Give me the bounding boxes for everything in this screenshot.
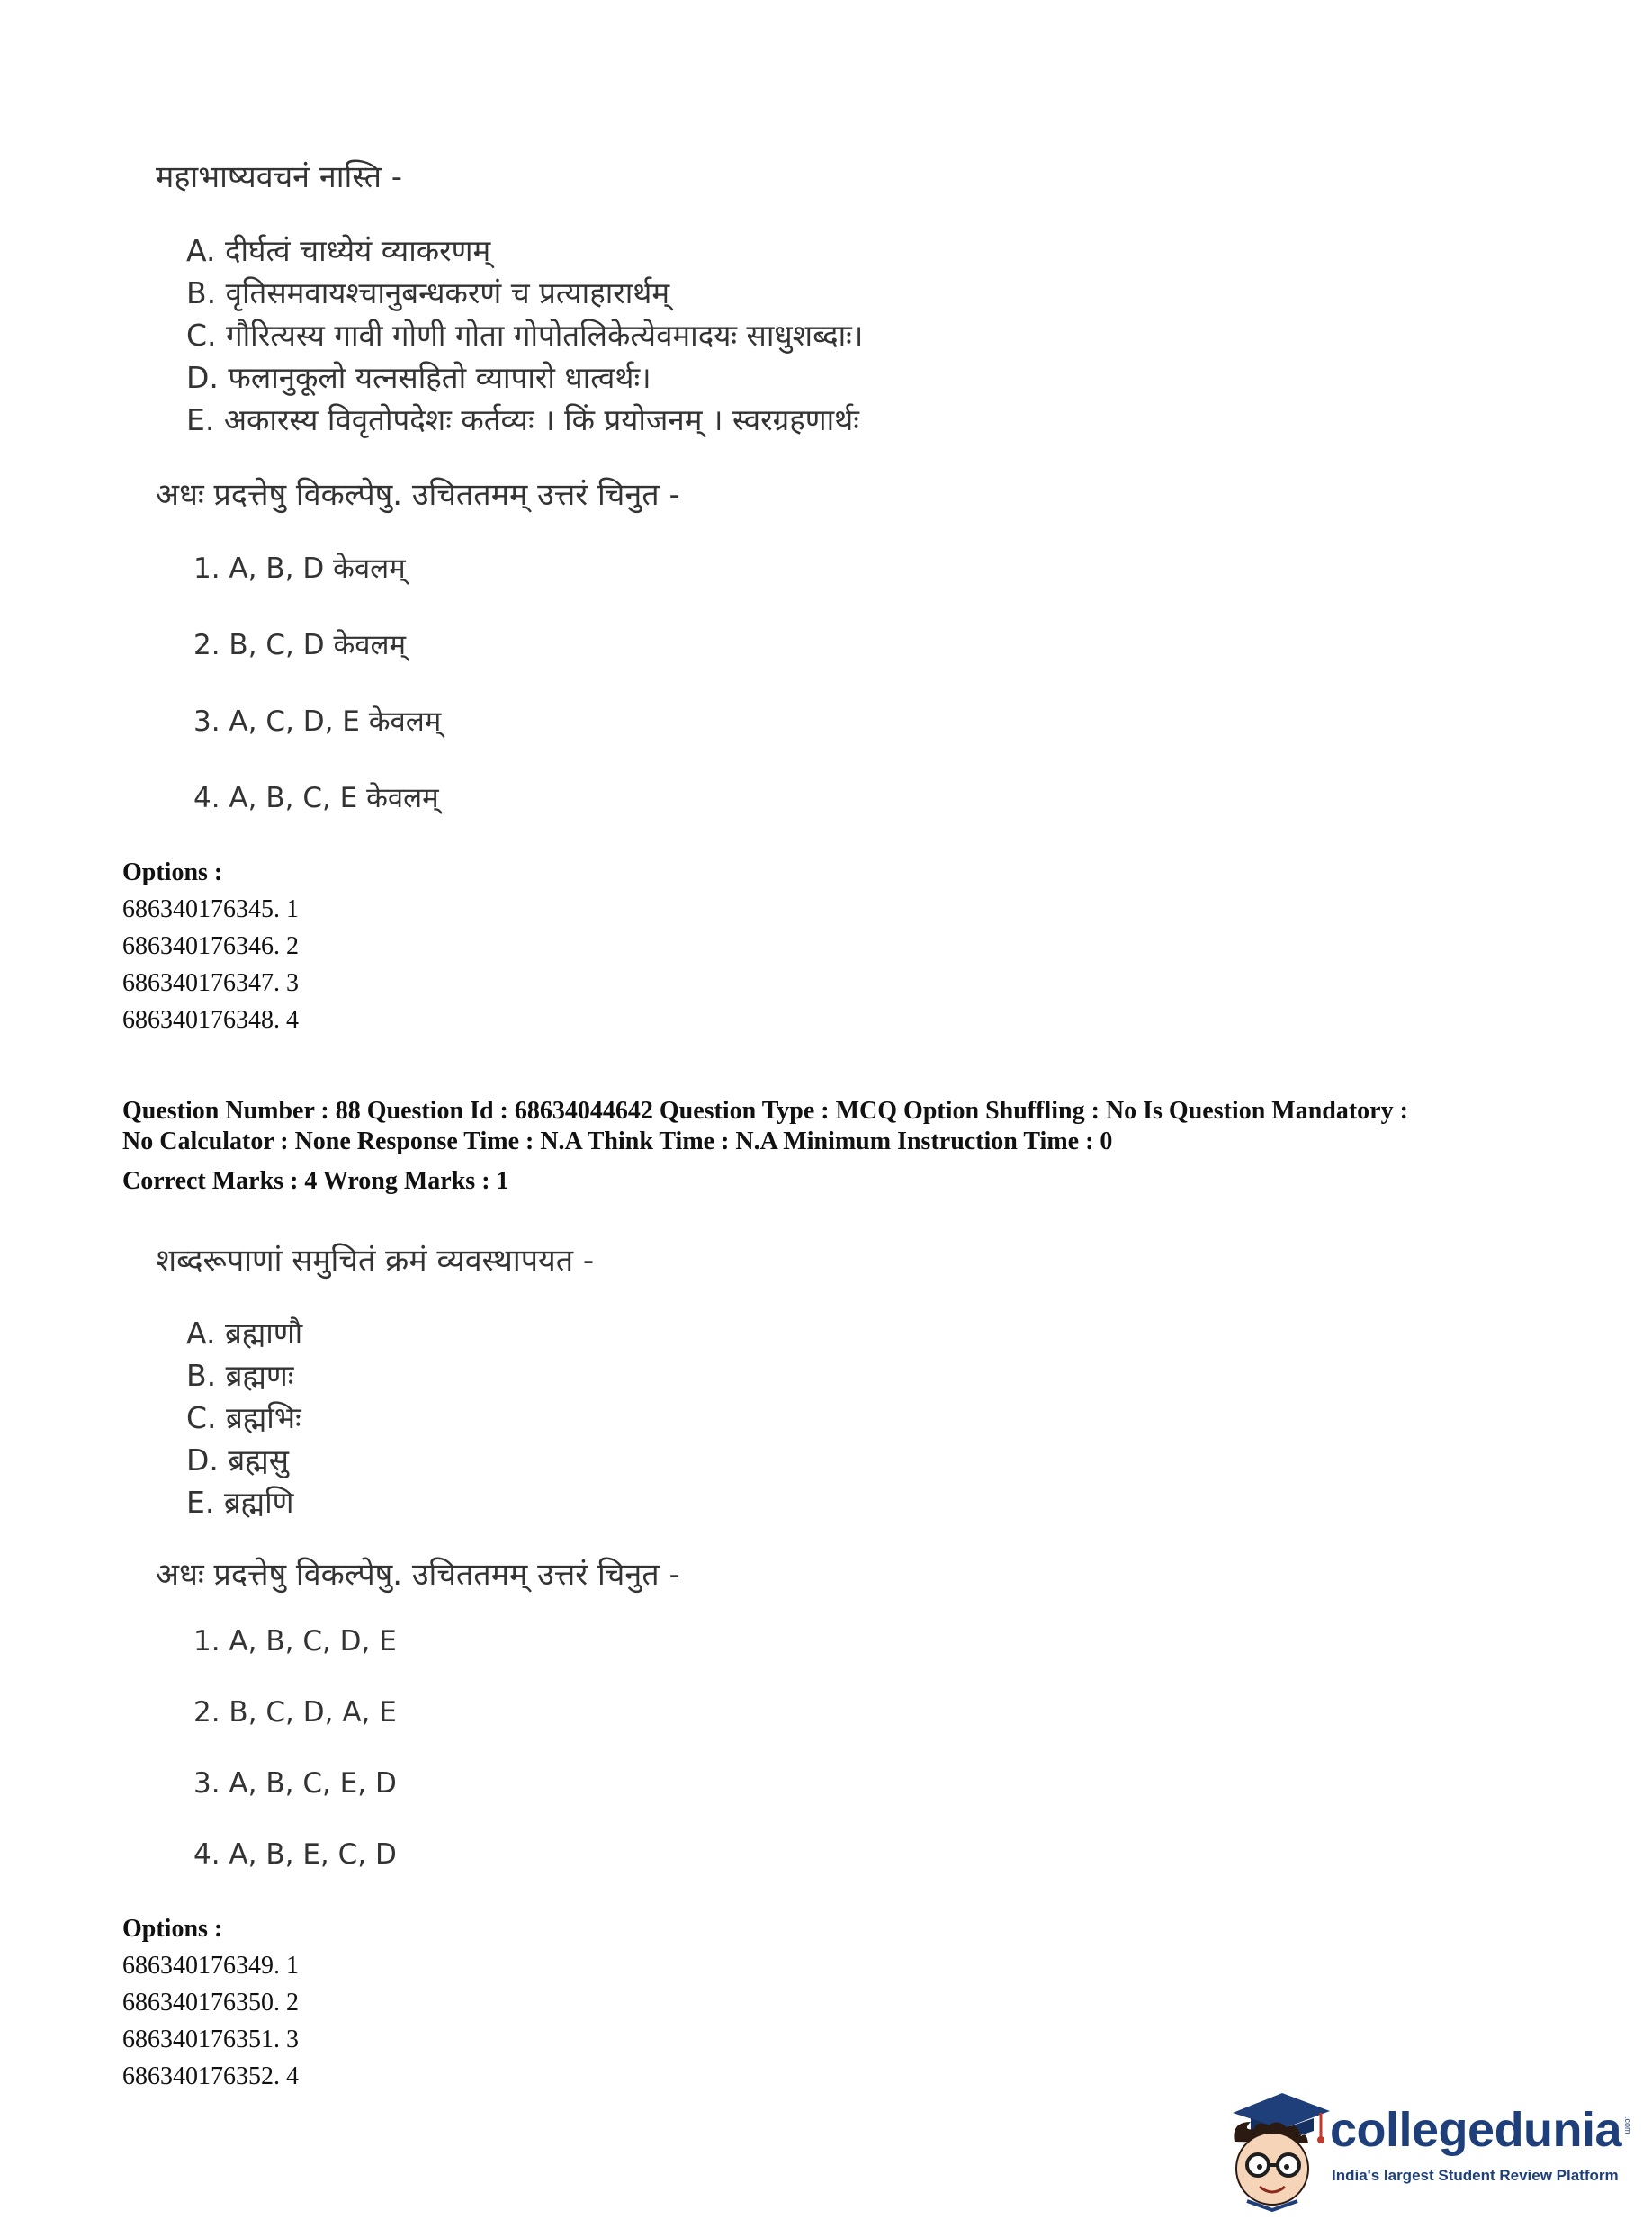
q87-option-1: 686340176345. 1 [122, 895, 299, 923]
q88-options-label: Options : [122, 1915, 223, 1943]
mascot-icon [1215, 2086, 1332, 2212]
q87-stem: महाभाष्यवचनं नास्ति - [156, 159, 403, 195]
q88-instruction: अधः प्रदत्तेषु विकल्पेषु. उचिततमम् उत्तरं चिनुत - [156, 1557, 680, 1593]
collegedunia-logo[interactable] [1215, 2086, 1638, 2212]
logo-com-suffix: .com [1623, 2116, 1632, 2134]
q87-options-label: Options : [122, 858, 223, 886]
q88-item-e: E. ब्रह्मणि [186, 1485, 294, 1520]
q87-option-3: 686340176347. 3 [122, 969, 299, 997]
q87-choice-3: 3. A, C, D, E केवलम् [193, 705, 442, 738]
q87-item-e: E. अकारस्य विवृतोपदेशः कर्तव्यः । किं प्रयोजनम् । स्वरग्रहणार्थः [186, 402, 859, 437]
q88-item-a: A. ब्रह्माणौ [186, 1316, 303, 1351]
q88-choice-4: 4. A, B, E, C, D [193, 1838, 397, 1871]
q87-choice-1: 1. A, B, D केवलम् [193, 553, 406, 585]
q87-item-a: A. दीर्घत्वं चाध्येयं व्याकरणम् [186, 233, 491, 268]
q88-meta-line-1: Question Number : 88 Question Id : 68634044642 Question Type : MCQ Option Shuffling : No Is Question Mandatory : [122, 1097, 1408, 1125]
q88-choice-1: 1. A, B, C, D, E [193, 1625, 397, 1658]
q87-item-c: C. गौरित्यस्य गावी गोणी गोता गोपोतलिकेत्येवमादयः साधुशब्दाः। [186, 318, 864, 353]
q87-choice-4: 4. A, B, C, E केवलम् [193, 782, 439, 814]
q88-option-2: 686340176350. 2 [122, 1989, 299, 2017]
q87-instruction: अधः प्रदत्तेषु विकल्पेषु. उचिततमम् उत्तरं चिनुत - [156, 477, 680, 513]
q88-meta-line-2: No Calculator : None Response Time : N.A Think Time : N.A Minimum Instruction Time : 0 [122, 1127, 1113, 1155]
q88-item-c: C. ब्रह्मभिः [186, 1400, 301, 1435]
q87-option-4: 686340176348. 4 [122, 1006, 299, 1034]
q88-option-4: 686340176352. 4 [122, 2062, 299, 2090]
logo-tagline: India's largest Student Review Platform [1332, 2167, 1619, 2184]
q88-item-b: B. ब्रह्मणः [186, 1358, 294, 1393]
logo-wordmark: collegedunia [1330, 2103, 1622, 2157]
q88-option-3: 686340176351. 3 [122, 2026, 299, 2053]
q88-choice-2: 2. B, C, D, A, E [193, 1696, 397, 1729]
q88-choice-3: 3. A, B, C, E, D [193, 1767, 397, 1800]
q87-option-2: 686340176346. 2 [122, 932, 299, 960]
q87-item-d: D. फलानुकूलो यत्नसहितो व्यापारो धात्वर्थः। [186, 360, 651, 395]
q88-item-d: D. ब्रह्मसु [186, 1442, 289, 1478]
q88-stem: शब्दरूपाणां समुचितं क्रमं व्यवस्थापयत - [156, 1243, 595, 1279]
q88-option-1: 686340176349. 1 [122, 1952, 299, 1980]
q88-marks-line: Correct Marks : 4 Wrong Marks : 1 [122, 1167, 509, 1195]
q87-choice-2: 2. B, C, D केवलम् [193, 629, 407, 661]
q87-item-b: B. वृतिसमवायश्चानुबन्धकरणं च प्रत्याहारार्थम् [186, 275, 670, 310]
